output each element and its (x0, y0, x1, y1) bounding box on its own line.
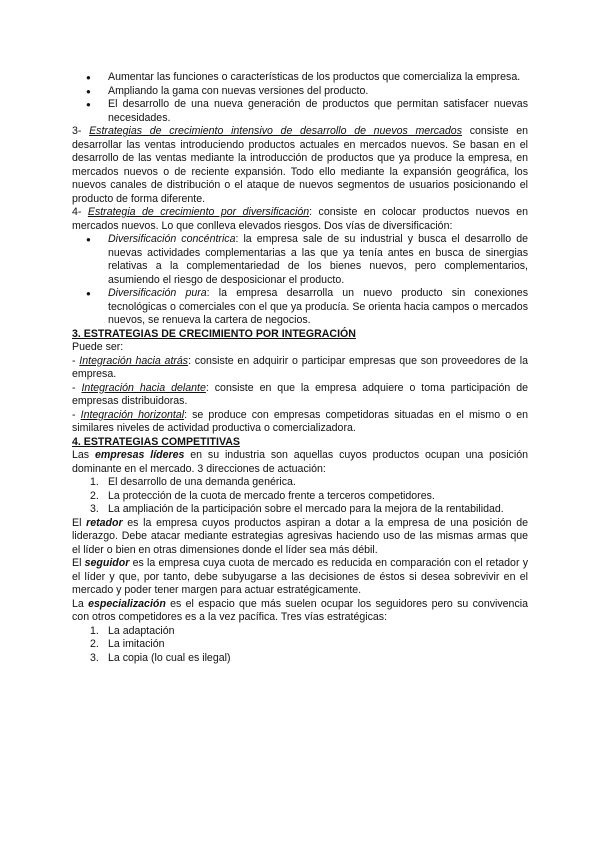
list-item: ● El desarrollo de una nueva generación de productos que permitan satisfacer nuevas necesidades. (72, 98, 528, 125)
paragraph-integration-back: - Integración hacia atrás: consiste en adquirir o participar empresas que son proveedores de la empresa. (72, 354, 528, 380)
document-body (72, 71, 528, 665)
list-item: ● Diversificación pura: la empresa desarrolla un nuevo producto sin conexiones tecnológicas o comerciales con el que ya producía. Se orienta hacia campos o mercados nuevos, se renueva la cartera de negocios. (72, 287, 528, 328)
term-diversification: Estrategia de crecimiento por diversificación (87, 206, 310, 218)
paragraph-leaders: Las empresas líderes en su industria son aquellas cuyos productos ocupan una posición dominante en el mercado. 3 direcciones de actuación: (72, 449, 528, 475)
list-item: 1. El desarrollo de una demanda genérica. (90, 476, 296, 488)
list-item: ● Diversificación concéntrica: la empresa sale de su industrial y busca el desarrollo de nuevas actividades complementarias a las que ya tenía antes en busca de sinergias relativas a la complementariedad de los bienes nuevos, pero complementarios, asumiendo el riesgo de desposicionar el producto. (72, 233, 528, 287)
paragraph-intro: Puede ser: (72, 341, 124, 353)
term-pure: Diversificación pura (108, 287, 207, 299)
list-item: 3. La ampliación de la participación sobre el mercado para la mejora de la rentabilidad. (90, 503, 504, 515)
section-heading-competitive: 4. ESTRATEGIAS COMPETITIVAS (72, 435, 240, 448)
list-item: ● Aumentar las funciones o características de los productos que comercializa la empresa. (72, 71, 528, 85)
term-new-markets: Estrategias de crecimiento intensivo de desarrollo de nuevos mercados (89, 125, 462, 137)
list-item: 2. La imitación (90, 638, 165, 650)
list-item: ● Ampliando la gama con nuevas versiones del producto. (72, 85, 528, 99)
paragraph-challenger: El retador es la empresa cuyos productos aspiran a dotar a la empresa de una posición de liderazgo. Debe atacar mediante estrategias agresivas haciendo uso de las mismas armas que el líder o bien en otras dimensiones donde el líder sea más débil. (72, 516, 528, 556)
paragraph-growth-new-markets: 3- Estrategias de crecimiento intensivo de desarrollo de nuevos mercados consiste en desarrollar las ventas introduciendo productos actuales en mercados nuevos. Se basan en el desarrollo de las ventas mediante la introducción de productos que ya produce la empresa, en mercados nuevos o de reciente expansión. Todo ello mediante la expansión geográfica, los nuevos canales de distribución o el ataque de nuevos segmentos de usuarios posicionando el producto de forma diferente. (72, 125, 529, 205)
list-item: 1. La adaptación (90, 624, 175, 637)
paragraph-follower: El seguidor es la empresa cuya cuota de mercado es reducida en comparación con el retador y el líder y que, por tanto, debe subyugarse a las decisiones de éstos si desea sobrevivir en el mercado y poder tener margen para actuar estratégicamente. (72, 557, 528, 596)
paragraph-integration-forward: - Integración hacia delante: consiste en que la empresa adquiere o toma participación de empresas distribuidoras. (72, 381, 528, 407)
paragraph-diversification: 4- Estrategia de crecimiento por diversificación: consiste en colocar productos nuevos en mercados nuevos. Lo que conlleva elevados riesgos. Dos vías de diversificación: (72, 206, 528, 232)
list-item: 3. La copia (lo cual es ilegal) (90, 651, 231, 664)
paragraph-specialization: La especialización es el espacio que más suelen ocupar los seguidores pero su convivencia con otros competidores es a la vez pacífica. Tres vías estratégicas: (72, 597, 528, 623)
section-heading-integration: 3. ESTRATEGIAS DE CRECIMIENTO POR INTEGRACIÓN (72, 327, 356, 340)
term-concentric: Diversificación concéntrica (108, 233, 236, 245)
list-item: 2. La protección de la cuota de mercado frente a terceros competidores. (90, 489, 435, 502)
paragraph-integration-horizontal: - Integración horizontal: se produce con empresas competidoras situadas en el mismo o en similares niveles de actividad productiva o comercializadora. (72, 408, 528, 434)
